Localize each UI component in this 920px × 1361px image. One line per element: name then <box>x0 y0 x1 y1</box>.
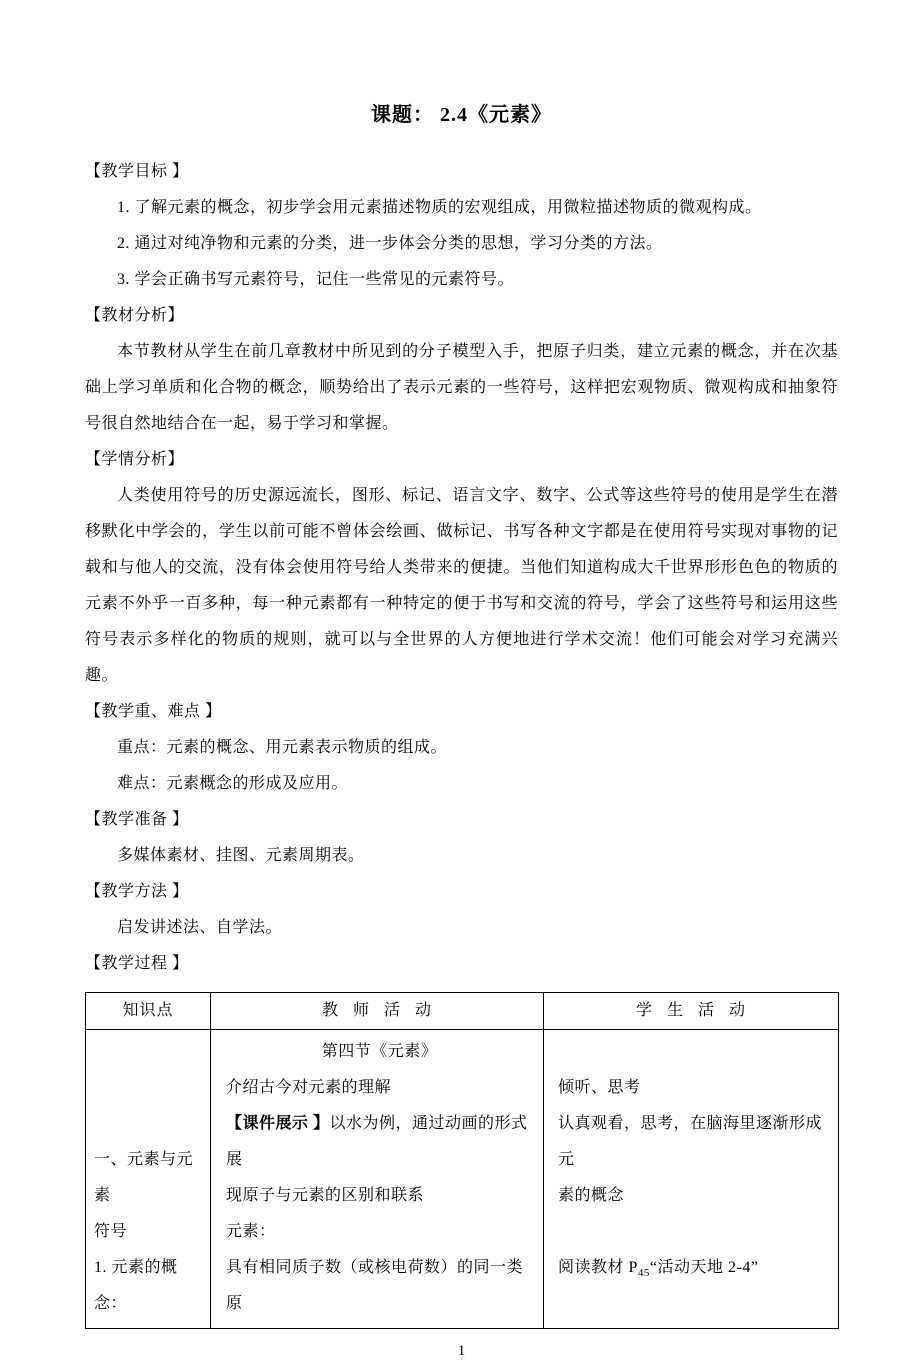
column-header-knowledge-points: 知识点 <box>86 993 211 1030</box>
student-line-reading <box>558 1250 830 1291</box>
student-line-3: 素的概念 <box>558 1187 625 1204</box>
student-line-1: 倾听、思考 <box>558 1079 641 1096</box>
section-methods <box>85 874 838 946</box>
goal-item-2: 2. 通过对纯净物和元素的分类，进一步体会分类的思想，学习分类的方法。 <box>117 235 663 252</box>
section-textbook-analysis <box>85 298 838 442</box>
section-preparation <box>85 802 838 874</box>
section-key-points <box>85 694 838 802</box>
reading-prefix: 阅读教材 P <box>558 1259 638 1276</box>
section-header-preparation: 【教学准备 】 <box>85 811 189 828</box>
goal-item-1: 1. 了解元素的概念，初步学会用元素描述物质的宏观组成，用微粒描述物质的微观构成。 <box>117 199 762 216</box>
teacher-activity-cell <box>211 1030 544 1329</box>
difficult-point-item: 难点：元素概念的形成及应用。 <box>117 775 349 792</box>
preparation-item: 多媒体素材、挂图、元素周期表。 <box>117 847 365 864</box>
methods-item: 启发讲述法、自学法。 <box>117 919 283 936</box>
section-goals <box>85 154 838 298</box>
section-header-key-points: 【教学重、难点 】 <box>85 703 222 720</box>
section-header-process: 【教学过程 】 <box>85 955 189 972</box>
teacher-line-element-label: 元素： <box>226 1223 276 1240</box>
knowledge-line-2: 符号 <box>94 1223 128 1240</box>
section-header-methods: 【教学方法 】 <box>85 883 189 900</box>
teacher-line-courseware <box>226 1106 533 1178</box>
knowledge-line-1: 一、元素与元素 <box>94 1151 194 1204</box>
teacher-line-definition: 具有相同质子数（或核电荷数）的同一类原 <box>226 1259 524 1312</box>
section-process <box>85 946 838 982</box>
table-header-row <box>86 993 839 1030</box>
column-header-teacher-activity: 教 师 活 动 <box>211 993 544 1030</box>
student-activity-cell <box>544 1030 839 1329</box>
section-learner-analysis <box>85 442 838 694</box>
reading-rest: “活动天地 2-4” <box>649 1259 759 1276</box>
teacher-line-intro: 介绍古今对元素的理解 <box>226 1079 392 1096</box>
courseware-label: 【课件展示 】 <box>226 1115 330 1132</box>
section-header-learner-analysis: 【学情分析】 <box>85 451 185 468</box>
knowledge-points-cell <box>86 1030 211 1329</box>
student-line-2: 认真观看，思考，在脑海里逐渐形成元 <box>558 1115 823 1168</box>
key-point-item: 重点：元素的概念、用元素表示物质的组成。 <box>117 739 448 756</box>
goal-item-3: 3. 学会正确书写元素符号，记住一些常见的元素符号。 <box>117 271 515 288</box>
section-header-goals: 【教学目标 】 <box>85 163 189 180</box>
page-number: 1 <box>457 1343 466 1359</box>
courseware-text: 以水为例，通过动画的形式展 <box>226 1115 528 1168</box>
column-header-student-activity: 学 生 活 动 <box>544 993 839 1030</box>
section-header-textbook-analysis: 【教材分析】 <box>85 307 185 324</box>
teacher-line-4: 现原子与元素的区别和联系 <box>226 1187 425 1204</box>
page-reference-subscript: 45 <box>637 1267 650 1280</box>
page-title: 课题： 2.4《元素》 <box>371 104 552 126</box>
teacher-line-section-title: 第四节《元素》 <box>321 1043 438 1060</box>
lesson-plan-table <box>85 992 839 1329</box>
textbook-analysis-paragraph: 本节教材从学生在前几章教材中所见到的分子模型入手，把原子归类，建立元素的概念，并在次基础上学习单质和化合物的概念，顺势给出了表示元素的一些符号，这样把宏观物质、微观构成和抽象符号很自然地结合在一起，易于学习和掌握。 <box>85 343 838 432</box>
learner-analysis-paragraph: 人类使用符号的历史源远流长，图形、标记、语言文字、数字、公式等这些符号的使用是学生在潜移默化中学会的，学生以前可能不曾体会绘画、做标记、书写各种文字都是在使用符号实现对事物的记载和与他人的交流，没有体会使用符号给人类带来的便捷。当他们知道构成大千世界形形色色的物质的元素不外乎一百多种，每一种元素都有一种特定的便于书写和交流的符号，学会了这些符号和运用这些符号表示多样化的物质的规则，就可以与全世界的人方便地进行学术交流！他们可能会对学习充满兴趣。 <box>85 487 838 684</box>
knowledge-line-3: 1. 元素的概念： <box>94 1259 178 1312</box>
table-body-row <box>86 1030 839 1329</box>
